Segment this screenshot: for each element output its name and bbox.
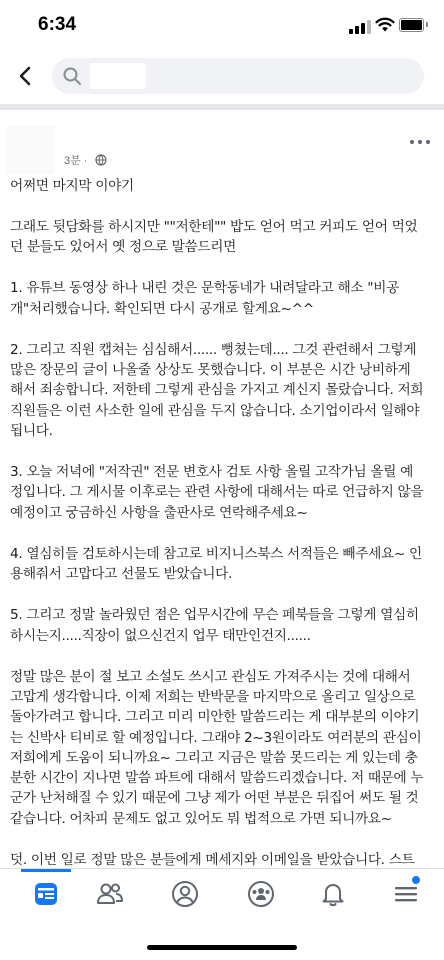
post-text-line: 분한 시간이 지나면 말씀 파트에 대해서 말씀드리겠습니다. 저 때문에 누	[10, 770, 424, 787]
post-text-line: 용해줘서 고맙다고 선물도 받았습니다.	[10, 566, 232, 583]
post-text-line: 그래도 뒷담화를 하시지만 ""저한테"" 밥도 얻어 먹고 커피도 얻어 먹었	[10, 219, 418, 236]
post-text-line: 3. 오늘 저녁에 "저작권" 전문 변호사 검토 사항 올릴 고작가님 올릴 예	[10, 464, 413, 481]
paragraph-gap	[10, 646, 435, 667]
post-text-line: 4. 열심히들 검토하시는데 참고로 비지니스북스 서적들은 빼주세요~ 인	[10, 545, 422, 562]
globe-icon	[95, 154, 107, 166]
post-text-line: 군가 난처해질 수 있기 때문에 그냥 제가 어떤 부분은 뒤집어 써도 될 것	[10, 790, 419, 807]
tab-notifications[interactable]	[308, 873, 358, 923]
back-button[interactable]	[12, 62, 40, 90]
active-tab-indicator	[21, 869, 71, 872]
paragraph-gap	[10, 319, 435, 340]
magnifier-icon	[62, 66, 82, 86]
tab-groups[interactable]	[236, 873, 286, 923]
author-avatar[interactable]	[6, 126, 54, 174]
post-text-line: 예정이고 궁금하신 사항을 출판사로 연락해주세요~	[10, 504, 308, 521]
paragraph-gap	[10, 258, 435, 279]
post-header	[0, 112, 444, 172]
paragraph-gap	[10, 584, 435, 605]
paragraph-gap	[10, 523, 435, 544]
post-text-line: 5. 그리고 정말 놀라웠던 점은 업무시간에 무슨 페북들을 그렇게 열심히	[10, 607, 419, 624]
tab-friends[interactable]	[85, 873, 135, 923]
tab-profile[interactable]	[160, 873, 210, 923]
post-text-line: 던 분들도 있어서 옛 정으로 말씀드리면	[10, 239, 236, 256]
menu-badge-dot	[412, 876, 420, 884]
paragraph-gap	[10, 441, 435, 462]
home-indicator[interactable]	[147, 945, 297, 950]
wifi-icon	[375, 17, 395, 33]
post-text-line: 정입니다. 그 게시물 이후로는 관련 사항에 대해서는 따로 언급하지 않을	[10, 484, 424, 501]
friends-icon	[95, 879, 125, 909]
bottom-tab-bar	[0, 868, 444, 929]
post-text-line: 개"처리했습니다. 확인되면 다시 공개로 할게요~^^	[10, 300, 314, 317]
post-text-line: 하시는지.....직장이 없으신건지 업무 태만인건지......	[10, 627, 311, 644]
search-input[interactable]	[52, 58, 424, 94]
cellular-signal-icon	[349, 20, 371, 34]
post-text-line: 직원들은 이런 사소한 일에 관심을 두지 않습니다. 소기업이라서 일해야	[10, 402, 420, 419]
post-text-line: 2. 그리고 직원 캡쳐는 심심해서...... 뻥쳤는데.... 그것 관련해서 그렇게	[10, 341, 417, 358]
post-text-line: 어쩌면 마지막 이야기	[10, 178, 134, 194]
post-text-line: 많은 장문의 글이 나올줄 상상도 못했습니다. 이 부분은 시간 낭비하게	[10, 362, 411, 379]
top-nav	[0, 50, 444, 102]
post-text-line: 같습니다. 어차피 문제도 없고 있어도 뭐 법적으로 가면 되니까요~	[10, 810, 392, 827]
tab-menu[interactable]	[381, 873, 431, 923]
post-text-line: 는 신박사 티비로 할 예정입니다. 그래야 2~3원이라도 여러분의 관심이	[10, 729, 422, 746]
post-meta	[64, 152, 107, 168]
chevron-left-icon	[12, 62, 40, 90]
more-options-button[interactable]	[410, 136, 434, 148]
post-text-line: 돌아가려고 합니다. 그리고 미리 미안한 말씀드리는 게 대부분의 이야기	[10, 709, 420, 726]
post-text-line: 됩니다.	[10, 423, 53, 440]
paragraph-gap	[10, 196, 435, 217]
post-body	[10, 176, 435, 911]
status-time: 6:34	[38, 14, 77, 35]
post-text-line: 1. 유튜브 동영상 하나 내린 것은 문학동네가 내려달라고 해소 "비공	[10, 280, 399, 297]
profile-icon	[170, 879, 200, 909]
post-text-line: 해서 죄송합니다. 저한테 그렇게 관심을 가지고 계신지 몰랐습니다. 저희	[10, 382, 424, 399]
paragraph-gap	[10, 829, 435, 850]
post-text-line: 저희에게 도움이 되니까요~ 그리고 지금은 말씀 못드리는 게 있는데 충	[10, 749, 418, 766]
tab-news-feed[interactable]	[21, 873, 71, 923]
search-redacted-text	[90, 63, 146, 89]
post-text-line: 정말 많은 분이 절 보고 소설도 쓰시고 관심도 가져주시는 것에 대해서	[10, 668, 411, 685]
news-feed-icon	[31, 879, 61, 909]
status-bar	[0, 0, 444, 50]
section-divider	[0, 104, 444, 110]
post-time[interactable]: 3분 ·	[64, 155, 88, 167]
post-text-line: 고맙게 생각합니다. 이제 저희는 반박문을 마지막으로 올리고 일상으로	[10, 688, 416, 705]
groups-icon	[246, 879, 276, 909]
post-text-line: 덧. 이번 일로 정말 많은 분들에게 메세지와 이메일을 받았습니다. 스트	[10, 851, 415, 868]
bell-icon	[318, 879, 348, 909]
battery-icon	[399, 18, 424, 32]
